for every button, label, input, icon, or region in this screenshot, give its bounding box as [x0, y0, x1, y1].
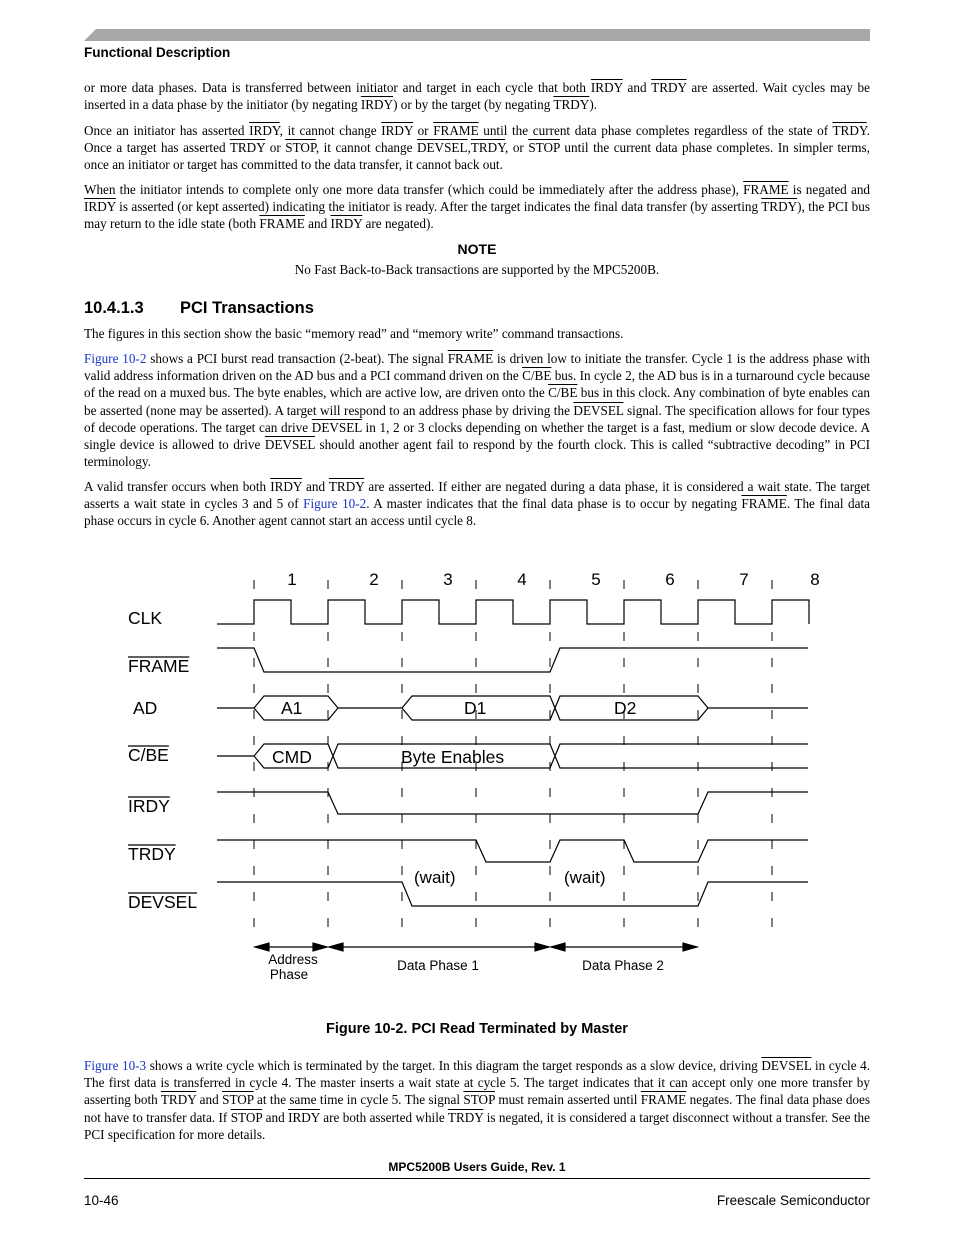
cycle-number-label: 6	[665, 570, 675, 589]
signal-name: IRDY	[590, 80, 623, 95]
note-title: NOTE	[457, 241, 497, 257]
signal-label: DEVSEL	[128, 892, 198, 912]
signal-name: FRAME	[743, 182, 789, 197]
figure-link[interactable]: Figure 10-2	[84, 351, 147, 366]
paragraph-final-transfer: When the initiator intends to complete only one more data transfer (which could be immediately after the address phase), FRAME is negated and IRDY is asserted (or kept asserted) indicating the initiator is ready. After the target indicates the final data transfer (by asserting TRDY), the PCI bus may return to the idle state (both FRAME and IRDY are negated).	[84, 182, 871, 232]
section-number: 10.4.1.3	[84, 299, 144, 317]
frame-waveform	[217, 648, 808, 672]
signal-name: STOP	[528, 140, 560, 156]
header-bar-notch	[84, 29, 96, 41]
footer-rule	[84, 1178, 870, 1179]
signal-labels	[128, 608, 197, 912]
signal-name: TRDY	[160, 1092, 197, 1108]
figure-caption: Figure 10-2. PCI Read Terminated by Master	[326, 1021, 628, 1037]
cycle-number-label: 2	[369, 570, 379, 589]
cbe-label: CMD	[272, 747, 312, 767]
ad-waveform	[217, 696, 808, 720]
signal-name: DEVSEL	[416, 140, 468, 156]
paragraph-data-phases: or more data phases. Data is transferred between initiator and target in each cycle that both IRDY and TRDY are asserted. Wait cycles may be inserted in a data phase by the initiator (by negating IRDY) or by the target (by negating TRDY).	[84, 80, 870, 113]
cycle-number-label: 1	[287, 570, 297, 589]
phase-label: Data Phase 2	[582, 958, 664, 973]
signal-name: FRAME	[640, 1092, 687, 1108]
signal-name: IRDY	[360, 97, 394, 113]
signal-name: FRAME	[447, 351, 494, 366]
signal-name: STOP	[230, 1109, 263, 1125]
cycle-number-label: 5	[591, 570, 601, 589]
cycle-number-label: 4	[517, 570, 527, 589]
signal-label: CLK	[128, 608, 163, 628]
cycle-number-label: 3	[443, 570, 453, 589]
signal-name: STOP	[285, 140, 316, 156]
signal-name: C/BE	[522, 368, 552, 384]
signal-name: TRDY	[328, 479, 365, 494]
note-text: No Fast Back-to-Back transactions are supported by the MPC5200B.	[294, 262, 660, 277]
cbe-label: Byte Enables	[401, 747, 505, 767]
phase-arrows	[255, 943, 697, 982]
ad-label: D1	[464, 698, 487, 718]
signal-label: AD	[133, 698, 158, 718]
signal-name: DEVSEL	[573, 402, 624, 418]
signal-name: DEVSEL	[311, 419, 362, 435]
signal-name: IRDY	[288, 1109, 320, 1125]
ad-label: A1	[281, 698, 303, 718]
paragraph-burst-read: Figure 10-2 shows a PCI burst read transaction (2-beat). The signal FRAME is driven low to initiate the transfer. Cycle 1 is the address phase with valid address information driven on the AD bus and a PCI command driven on the C/BE bus. In cycle 2, the AD bus is in a turnaround cycle because of the read on a muxed bus. The byte enables, which are active low, are driven onto the C/BE bus in this clock. Any combination of byte enables can be asserted (none may be asserted). A target will respond to an address phase by driving the DEVSEL signal. The specification allows for four types of decode operations. The target can drive DEVSEL in 1, 2 or 3 clocks depending on whether the target is a fast, medium or slow decode device. A single device is allowed to drive DEVSEL should another agent fail to respond by the fourth clock. This is called “subtractive decoding” in PCI terminology.	[84, 351, 870, 470]
paragraph-initiator-assert: Once an initiator has asserted IRDY, it cannot change IRDY or FRAME until the current data phase completes regardless of the state of TRDY. Once a target has asserted TRDY or STOP, it cannot change DEVSEL,TRDY, or STOP until the current data phase completes. In simpler terms, once an initiator or target has committed to the data transfer, it cannot back out.	[84, 123, 870, 173]
signal-name: IRDY	[249, 123, 280, 138]
footer-company: Freescale Semiconductor	[716, 1193, 870, 1208]
arrowhead	[535, 943, 549, 951]
cycle-number-label: 7	[739, 570, 749, 589]
signal-name: IRDY	[330, 216, 363, 232]
wait-label: (wait)	[414, 868, 456, 887]
signal-name: TRDY	[447, 1109, 484, 1125]
cycle-number-labels	[287, 570, 819, 589]
figure-link[interactable]: Figure 10-3	[84, 1058, 147, 1073]
trdy-waveform	[217, 840, 808, 862]
signal-name: FRAME	[433, 123, 479, 138]
phase-label: Data Phase 1	[397, 958, 479, 973]
phase-label: Address	[268, 952, 318, 967]
signal-name: TRDY	[229, 140, 266, 156]
signal-name: FRAME	[259, 216, 305, 232]
signal-label: FRAME	[128, 656, 190, 676]
signal-name: C/BE	[548, 385, 578, 401]
arrowhead	[551, 943, 565, 951]
signal-name: DEVSEL	[264, 437, 315, 453]
signal-name: TRDY	[761, 199, 798, 215]
signal-name: STOP	[222, 1092, 254, 1108]
signal-label: TRDY	[128, 844, 176, 864]
arrowhead	[683, 943, 697, 951]
ad-label: D2	[614, 698, 637, 718]
section-title: PCI Transactions	[180, 299, 314, 317]
signal-name: DEVSEL	[761, 1058, 812, 1073]
signal-name: IRDY	[84, 199, 116, 215]
paragraph-figures-intro: The figures in this section show the basic “memory read” and “memory write” command transactions.	[84, 326, 624, 341]
section-heading	[84, 299, 314, 318]
header-bar	[84, 29, 870, 41]
page-number: 10-46	[84, 1193, 119, 1208]
signal-name: IRDY	[270, 479, 302, 494]
signal-name: TRDY	[832, 123, 867, 138]
signal-label: C/BE	[128, 745, 169, 765]
cycle-number-label: 8	[810, 570, 820, 589]
devsel-waveform	[217, 882, 808, 906]
clk-waveform	[217, 600, 809, 624]
paragraph-valid-transfer: A valid transfer occurs when both IRDY and TRDY are asserted. If either are negated during a data phase, it is considered a wait state. The target asserts a wait state in cycles 3 and 5 of Figure 10-2. A master indicates that the final data phase is to occur by negating FRAME. The final data phase occurs in cycle 6. Another agent cannot start an access until cycle 8.	[84, 479, 870, 529]
signal-name: TRDY	[470, 140, 506, 156]
irdy-waveform	[217, 792, 808, 814]
timing-diagram	[0, 560, 954, 1000]
arrowhead	[313, 943, 327, 951]
paragraph-write-cycle: Figure 10-3 shows a write cycle which is terminated by the target. In this diagram the target responds as a slow device, driving DEVSEL in cycle 4. The first data is transferred in cycle 4. The master inserts a wait state at cycle 5. The target indicates that it can accept only one more transfer by asserting both TRDY and STOP at the same time in cycle 5. The signal STOP must remain asserted until FRAME negates. The final data phase does not have to transfer data. If STOP and IRDY are both asserted while TRDY is negated, it is considered a target disconnect without a transfer. See the PCI specification for more details.	[84, 1058, 871, 1142]
running-header: Functional Description	[84, 45, 231, 60]
phase-label: Phase	[269, 967, 309, 982]
footer-title: MPC5200B Users Guide, Rev. 1	[388, 1160, 566, 1174]
wait-label: (wait)	[564, 868, 606, 887]
figure-link[interactable]: Figure 10-2	[303, 496, 367, 512]
signal-name: FRAME	[741, 496, 787, 512]
signal-name: IRDY	[381, 123, 413, 138]
arrowhead	[329, 943, 343, 951]
arrowhead	[255, 943, 269, 951]
signal-name: STOP	[463, 1092, 495, 1108]
signal-name: TRDY	[553, 97, 590, 113]
signal-name: TRDY	[651, 80, 687, 95]
signal-label: IRDY	[128, 796, 170, 816]
